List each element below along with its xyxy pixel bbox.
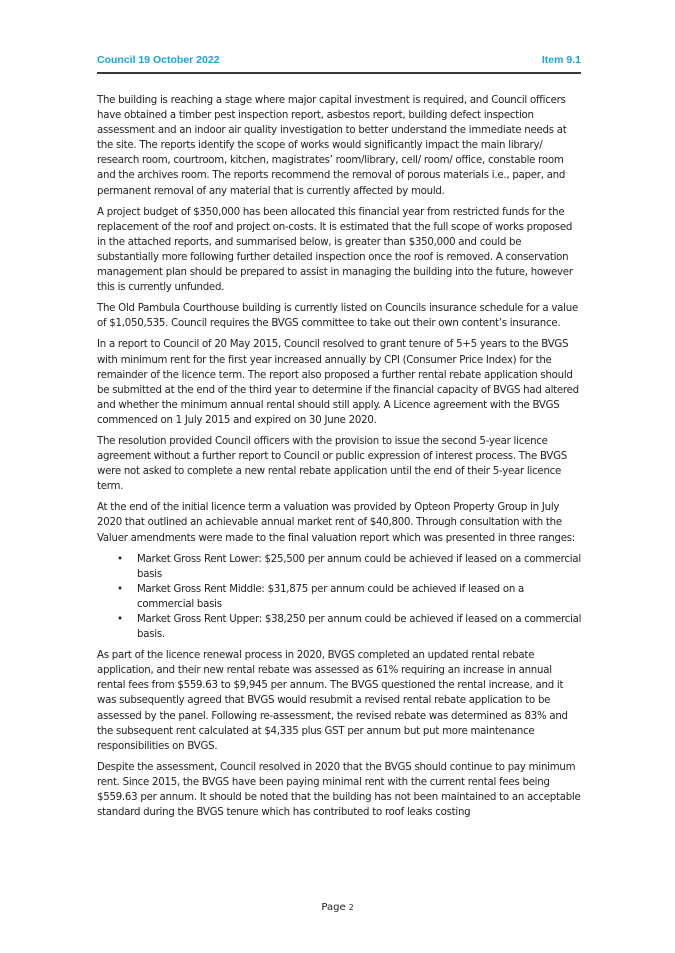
paragraph-valuation: At the end of the initial licence term a valuation was provided by Opteon Property Group in July 2020 that outlined an achievable annual market rent of $40,800. Through consultation with the Valuer amendments were made to the final valuation report which was presented in three ranges: (97, 502, 575, 544)
paragraph-tenure-report: In a report to Council of 20 May 2015, Council resolved to grant tenure of 5+5 years to the BVGS with minimum rent for the first year increased annually by CPI (Consumer Price Index) for the remainder of the licence term. The report also proposed a further rental rebate application should be submitted at the end of the third year to determine if the financial capacity of BVGS had altered and whether the minimum annual rental should still apply. A Licence agreement with the BVGS commenced on 1 July 2015 and expired on 30 June 2020. (97, 339, 579, 426)
paragraph-insurance: The Old Pambula Courthouse building is currently listed on Councils insurance schedule for a value of $1,050,535. Council requires the BVGS committee to take out their own content’s insurance. (97, 303, 578, 330)
header-meeting-date: Council 19 October 2022 (97, 54, 220, 66)
paragraph-licence-resolution: The resolution provided Council officers with the provision to issue the second 5-year licence agreement without a further report to Council or public expression of interest process. The BVGS were not asked to complete a new rental rebate application until the end of their 5-year licence term. (97, 435, 567, 493)
document-body (97, 93, 582, 826)
paragraph-licence-renewal: As part of the licence renewal process in 2020, BVGS completed an updated rental rebate application, and their new rental rebate was assessed as 61% requiring an increase in annual rental fees from $559.63 to $9,945 per annum. The BVGS questioned the rental increase, and it was subsequently agreed that BVGS would resubmit a revised rental rebate application to be assessed by the panel. Following re-assessment, the revised rebate was determined as 83% and the subsequent rent calculated at $4,335 plus GST per annum but put more maintenance responsibilities on BVGS. (97, 650, 568, 752)
page-header (97, 54, 581, 74)
list-item-rent-lower: • Market Gross Rent Lower: $25,500 per annum could be achieved if leased on a commercial basis (137, 552, 582, 582)
paragraph-minimum-rent: Despite the assessment, Council resolved in 2020 that the BVGS should continue to pay minimum rent. Since 2015, the BVGS have been paying minimal rent with the current rental fees being $559.63 per annum. It should be noted that the building has not been maintained to an acceptable standard during the BVGS tenure which has contributed to roof leaks costing (97, 761, 581, 819)
header-divider (97, 72, 581, 74)
list-item-rent-upper: • Market Gross Rent Upper: $38,250 per annum could be achieved if leased on a commercial basis. (137, 612, 582, 642)
page-label: Page (321, 902, 346, 913)
header-item-number: Item 9.1 (541, 54, 581, 66)
list-item-rent-middle: • Market Gross Rent Middle: $31,875 per annum could be achieved if leased on a commercial basis (137, 582, 582, 612)
paragraph-project-budget: A project budget of $350,000 has been allocated this financial year from restricted funds for the replacement of the roof and project on-costs. It is estimated that the full scope of works proposed in the attached reports, and summarised below, is greater than $350,000 and could be substantially more following further detailed inspection once the roof is removed. A conservation management plan should be prepared to assist in managing the building into the future, however this is currently unfunded. (97, 206, 573, 294)
page-footer (0, 902, 675, 913)
page-number: 2 (348, 903, 354, 912)
paragraph-building-investment: The building is reaching a stage where major capital investment is required, and Council officers have obtained a timber pest inspection report, asbestos report, building defect inspection assessment and an indoor air quality investigation to better understand the immediate needs at the site. The reports identify the scope of works would significantly impact the main library/ research room, courtroom, kitchen, magistrates’ room/library, cell/ room/ office, constable room and the archives room. The reports recommend the removal of porous materials i.e., paper, and permanent removal of any material that is currently affected by mould. (97, 95, 567, 197)
rent-ranges-list (97, 552, 582, 643)
